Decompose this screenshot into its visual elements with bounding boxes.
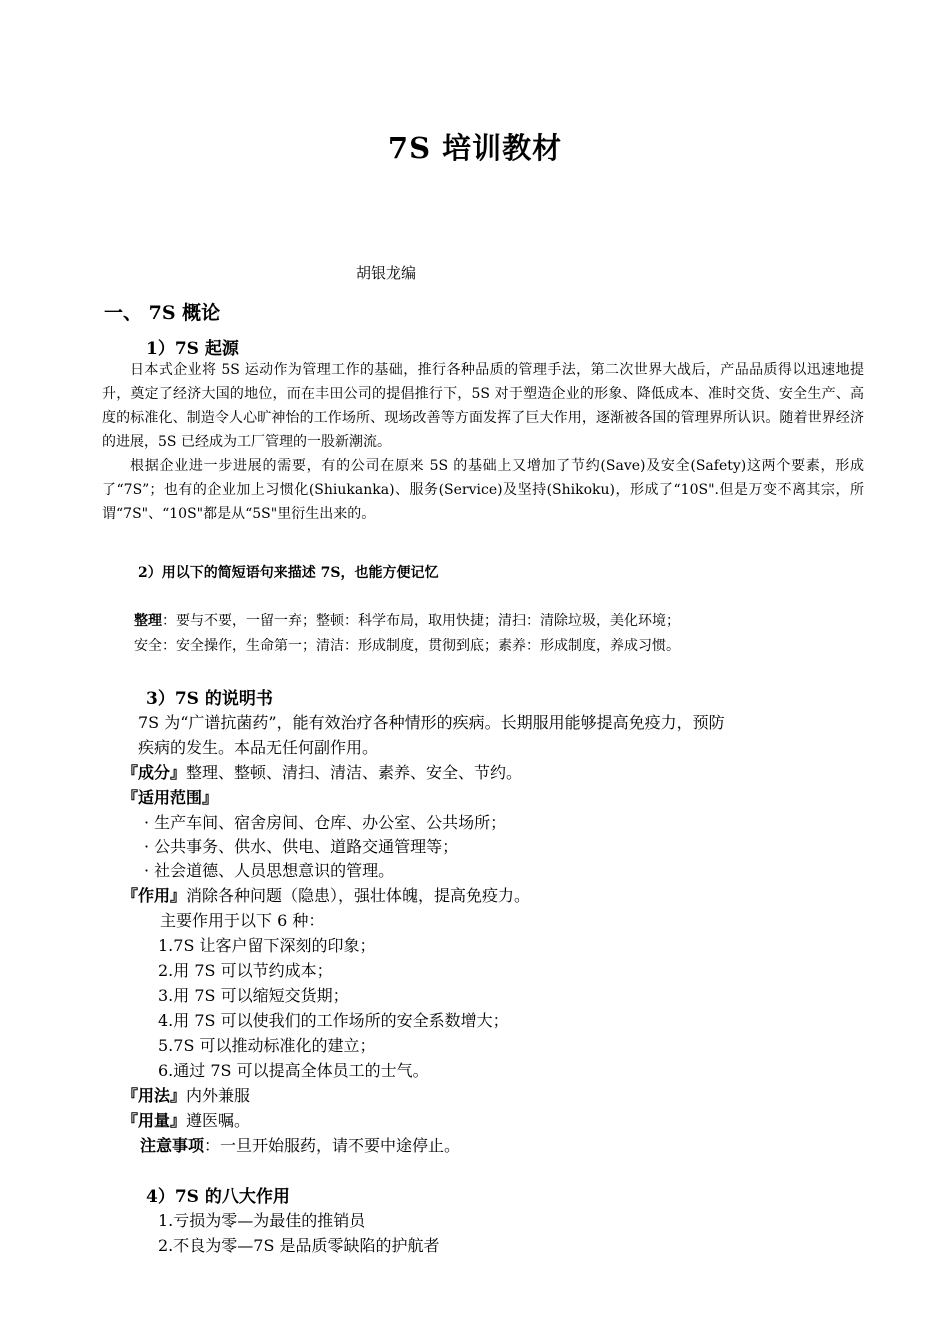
ingredients-label: 『成分』 [122,763,187,782]
main-effect-item: 1.7S 让客户留下深刻的印象； [158,936,376,955]
origin-paragraph: 日本式企业将 5S 运动作为管理工作的基础，推行各种品质的管理手法，第二次世界大战后，产品品质得以迅速地提升，奠定了经济大国的地位，而在丰田公司的提倡推行下，5S 对于塑造企业的形象、降低成本、准时交货、安全生产、高度的标准化、制造令人心旷神怡的工作场所、现场改善等方面发挥了巨大作用，逐渐被各国的管理界所认识。随着世界经济的进展，5S 已经成为工厂管理的一股新潮流。 [102,362,864,450]
manual-intro-line-1: 7S 为“广谱抗菌药”，能有效治疗各种情形的疾病。长期服用能够提高免疫力，预防 [138,713,725,732]
ingredients-text: 整理、整顿、清扫、清洁、素养、安全、节约。 [186,763,523,782]
manual-intro-line-2: 疾病的发生。本品无任何副作用。 [138,738,379,757]
usage-line [122,1083,250,1106]
phrases-line-1-text: ：要与不要，一留一弃；整顿：科学布局，取用快捷；清扫：清除垃圾，美化环境； [162,613,680,629]
main-effect-item: 4.用 7S 可以使我们的工作场所的安全系数增大； [158,1011,509,1030]
effect-text: 消除各种问题（隐患），强壮体魄，提高免疫力。 [186,886,531,905]
main-effect-item: 6.通过 7S 可以提高全体员工的士气。 [158,1061,429,1080]
author-line: 胡银龙编 [356,264,417,282]
scope-item: · 社会道德、人员思想意识的管理。 [144,861,395,880]
origin-heading: 1）7S 起源 [146,339,239,359]
manual-heading: 3）7S 的说明书 [146,689,273,709]
origin-paragraph: 根据企业进一步进展的需要，有的公司在原来 5S 的基础上又增加了节约(Save)及安全(Safety)这两个要素，形成了“7S”；也有的企业加上习惯化(Shiukanka)、服务(Service)及坚持(Shikoku)，形成了“10S".但是万变不离其宗，所谓“7S"、“10S"都是从“5S"里衍生出来的。 [102,458,864,522]
phrases-line-1 [134,610,680,630]
dosage-label: 『用量』 [122,1111,187,1130]
phrases-lead-term: 整理 [134,613,162,629]
scope-item: · 生产车间、宿舍房间、仓库、办公室、公共场所； [144,813,507,832]
document-title: 7S 培训教材 [387,131,563,165]
eight-effect-item: 1.亏损为零—为最佳的推销员 [158,1211,366,1230]
section-heading-overview: 一、 7S 概论 [104,302,221,324]
phrases-line-2: 安全：安全操作，生命第一；清洁：形成制度，贯彻到底；素养：形成制度，养成习惯。 [134,638,680,654]
effect-line [122,883,530,906]
dosage-text: 遵医嘱。 [186,1111,251,1130]
caution-label: 注意事项 [140,1136,205,1155]
phrases-heading: 2）用以下的简短语句来描述 7S，也能方便记忆 [138,565,439,581]
scope-label: 『适用范围』 [122,788,219,807]
main-effect-item: 2.用 7S 可以节约成本； [158,961,333,980]
caution-line [140,1133,460,1156]
eight-effect-item: 2.不良为零—7S 是品质零缺陷的护航者 [158,1236,440,1255]
usage-text: 内外兼服 [186,1086,251,1105]
caution-text: ：一旦开始服药，请不要中途停止。 [204,1136,461,1155]
eight-effects-heading: 4）7S 的八大作用 [146,1187,290,1207]
origin-body [102,358,864,526]
dosage-line [122,1108,250,1131]
main-effects-intro: 主要作用于以下 6 种： [160,911,325,930]
scope-item: · 公共事务、供水、供电、道路交通管理等； [144,837,459,856]
effect-label: 『作用』 [122,886,187,905]
usage-label: 『用法』 [122,1086,187,1105]
main-effect-item: 3.用 7S 可以缩短交货期； [158,986,349,1005]
ingredients-line [122,760,522,783]
main-effect-item: 5.7S 可以推动标准化的建立； [158,1036,376,1055]
